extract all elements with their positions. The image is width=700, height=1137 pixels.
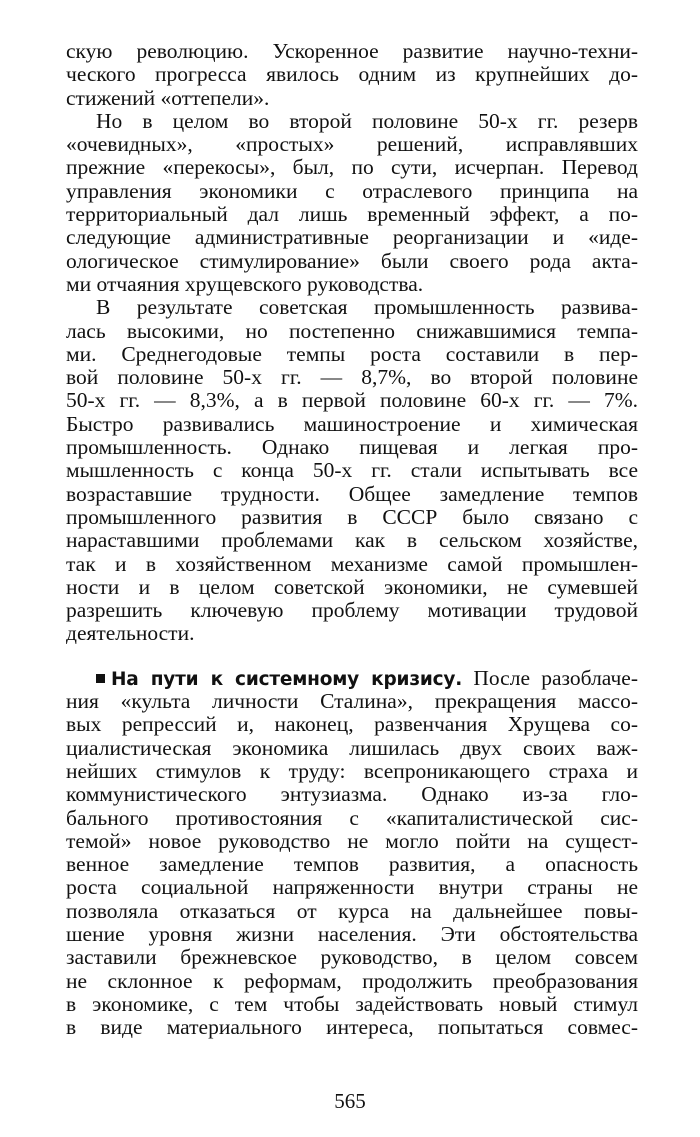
page-text (66, 40, 638, 1039)
text-line: нараставшими проблемами как в сельском хозяйстве, (66, 529, 638, 553)
text-line: управления экономики с отраслевого принципа на (66, 179, 638, 203)
text-line: промышленность. Однако пищевая и легкая про- (66, 436, 638, 460)
text-line: лась высокими, но постепенно снижавшимися темпа- (66, 319, 638, 343)
text-line: нейших стимулов к труду: всепроникающего страха и (66, 759, 638, 783)
text-line: Но в целом во второй половине 50-х гг. резерв (96, 109, 638, 133)
text-line: в виде материального интереса, попытаться совмес- (66, 1016, 638, 1040)
text-line: следующие административные реорганизации и «иде- (66, 226, 638, 250)
text-line: заставили брежневское руководство, в целом совсем (66, 946, 638, 970)
text-line: ческого прогресса явилось одним из крупнейших до- (66, 63, 638, 87)
square-bullet-icon (96, 674, 105, 683)
section-gap (66, 646, 638, 667)
text-line: так и в хозяйственном механизме самой промышлен- (66, 552, 638, 576)
text-line: коммунистического энтузиазма. Однако из-за гло- (66, 783, 638, 807)
text-line: деятельности. (66, 622, 195, 646)
text-line: вой половине 50-х гг. — 8,7%, во второй половине (66, 366, 638, 390)
text-line: венное замедление темпов развития, а опасность (66, 853, 638, 877)
text-line: позволяла отказаться от курса на дальнейшее повы- (66, 899, 638, 923)
text-line: территориальный дал лишь временный эффект, а по- (66, 203, 638, 227)
paragraph-2 (66, 110, 638, 296)
paragraph-3 (66, 296, 638, 645)
paragraph-1 (66, 40, 638, 110)
section-first-line (66, 667, 638, 690)
text-line: ми отчаяния хрущевского руководства. (66, 272, 424, 296)
text-line: шение уровня жизни населения. Эти обстоятельства (66, 922, 638, 946)
text-line: «очевидных», «простых» решений, исправлявших (66, 133, 638, 157)
text-line: промышленного развития в СССР было связано с (66, 505, 638, 529)
text-line: скую революцию. Ускоренное развитие научно-техни- (66, 40, 638, 63)
text-line: вых репрессий и, наконец, развенчания Хрущева со- (66, 713, 638, 737)
text-line: бального противостояния с «капиталистической сис- (66, 806, 638, 830)
text-line: возраставшие трудности. Общее замедление темпов (66, 482, 638, 506)
text-line: Быстро развивались машиностроение и химическая (66, 412, 638, 436)
page-number: 565 (334, 1089, 366, 1113)
text-line: в экономике, с тем чтобы задействовать новый стимул (66, 992, 638, 1016)
text-line: циалистическая экономика лишилась двух своих важ- (66, 736, 638, 760)
text-line: роста социальной напряженности внутри страны не (66, 876, 638, 900)
text-line: ологическое стимулирование» были своего рода акта- (66, 249, 638, 273)
section-first-line-text: После разоблаче- (462, 666, 638, 690)
text-line: В результате советская промышленность развива- (96, 296, 638, 320)
text-line: прежние «перекосы», был, по сути, исчерпан. Перевод (66, 156, 638, 180)
text-line: ния «культа личности Сталина», прекращения массо- (66, 690, 638, 714)
text-line: темой» новое руководство не могло пойти на сущест- (66, 829, 638, 853)
section-heading: На пути к системному кризису. (111, 668, 463, 690)
text-line: стижений «оттепели». (66, 86, 270, 110)
text-line: 50-х гг. — 8,3%, а в первой половине 60-х гг. — 7%. (66, 389, 638, 413)
section-system-crisis (66, 667, 638, 1040)
text-line: не склонное к реформам, продолжить преобразования (66, 969, 638, 993)
text-line: мышленность с конца 50-х гг. стали испытывать все (66, 459, 638, 483)
text-line: ми. Среднегодовые темпы роста составили в пер- (66, 342, 638, 366)
text-line: разрешить ключевую проблему мотивации трудовой (66, 599, 638, 623)
text-line: ности и в целом советской экономики, не сумевшей (66, 575, 638, 599)
